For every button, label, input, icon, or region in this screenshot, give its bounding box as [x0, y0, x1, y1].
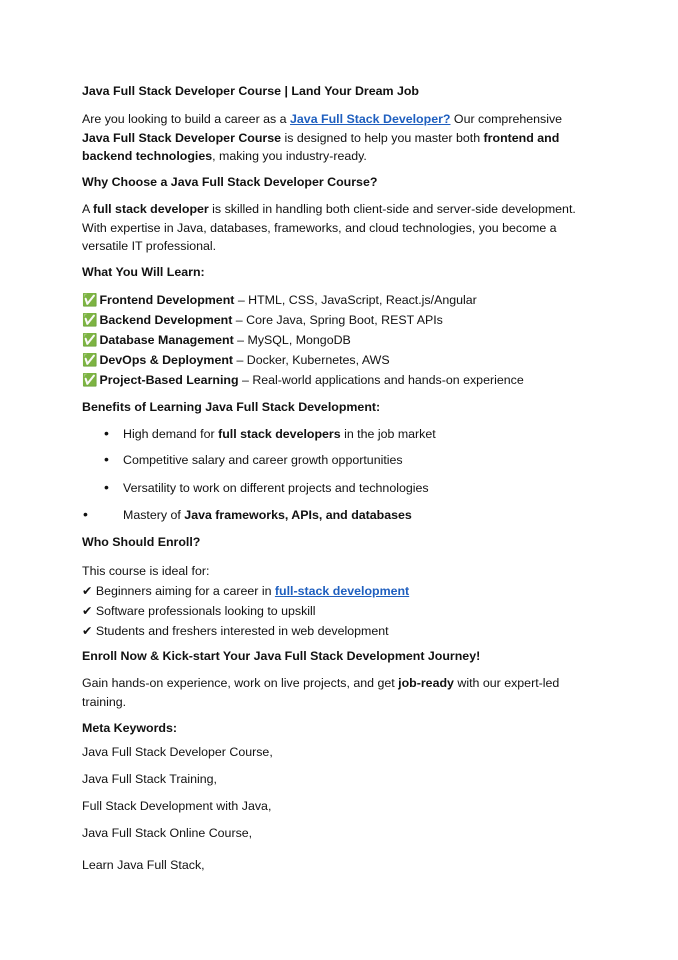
learn-item-desc: – MySQL, MongoDB — [233, 333, 351, 347]
cta-bold: job-ready — [398, 676, 454, 690]
check-icon: ✔ — [82, 624, 93, 638]
learn-item-desc: – Docker, Kubernetes, AWS — [233, 353, 390, 367]
cta-text-1: Gain hands-on experience, work on live projects, and get — [82, 676, 399, 690]
cta-paragraph — [82, 674, 582, 711]
enroll-item — [82, 601, 582, 621]
learn-item — [82, 310, 582, 330]
benefit-text: in the job market — [340, 427, 436, 441]
meta-keyword: Java Full Stack Developer Course, — [82, 745, 273, 759]
why-heading: Why Choose a Java Full Stack Developer Course? — [82, 175, 378, 189]
benefit-item — [123, 451, 623, 470]
cta-text-2: with our expert-led training. — [82, 676, 560, 709]
document-title: Java Full Stack Developer Course | Land Your Dream Job — [82, 84, 419, 98]
meta-heading: Meta Keywords: — [82, 721, 178, 735]
why-text-1: A — [82, 202, 94, 216]
benefit-text: High demand for — [123, 427, 219, 441]
bullet: • — [83, 506, 88, 522]
benefit-text: Competitive salary and career growth opportunities — [123, 453, 403, 467]
learn-heading: What You Will Learn: — [82, 265, 205, 279]
why-paragraph — [82, 200, 582, 256]
meta-keyword: Learn Java Full Stack, — [82, 858, 205, 872]
benefit-bold: Java frameworks, APIs, and databases — [184, 508, 412, 522]
learn-item-title: DevOps & Deployment — [99, 353, 234, 367]
learn-item-desc: – HTML, CSS, JavaScript, React.js/Angular — [234, 293, 477, 307]
bullet: • — [104, 479, 109, 495]
benefit-bold: full stack developers — [218, 427, 341, 441]
learn-item — [82, 350, 582, 370]
full-stack-development-link[interactable]: full-stack development — [274, 584, 410, 598]
check-mark-icon: ✅ — [82, 373, 98, 387]
benefit-item — [123, 479, 623, 498]
learn-item — [82, 290, 582, 310]
enroll-intro: This course is ideal for: — [82, 564, 210, 578]
meta-keyword: Java Full Stack Training, — [82, 772, 217, 786]
meta-keyword: Full Stack Development with Java, — [82, 799, 272, 813]
check-mark-icon: ✅ — [82, 313, 98, 327]
check-icon: ✔ — [82, 584, 93, 598]
intro-paragraph — [82, 110, 582, 166]
intro-text-2: Our comprehensive — [450, 112, 563, 126]
learn-item — [82, 370, 582, 390]
check-mark-icon: ✅ — [82, 353, 98, 367]
enroll-heading: Who Should Enroll? — [82, 535, 201, 549]
learn-list — [82, 290, 582, 390]
enroll-item-text: Beginners aiming for a career in — [95, 584, 275, 598]
intro-text-4: , making you industry-ready. — [212, 149, 367, 163]
check-icon: ✔ — [82, 604, 93, 618]
benefit-text: Versatility to work on different projects and technologies — [123, 481, 429, 495]
benefit-item — [123, 506, 623, 525]
enroll-item-text: Software professionals looking to upskill — [95, 604, 316, 618]
learn-item-desc: – Core Java, Spring Boot, REST APIs — [232, 313, 443, 327]
intro-bold-tech: frontend and backend technologies — [82, 130, 560, 163]
enroll-item — [82, 581, 582, 601]
learn-item — [82, 330, 582, 350]
learn-item-title: Frontend Development — [99, 293, 235, 307]
intro-text-1: Are you looking to build a career as a — [82, 112, 291, 126]
learn-item-title: Database Management — [99, 333, 234, 347]
why-bold: full stack developer — [93, 202, 209, 216]
benefit-text: Mastery of — [123, 508, 185, 522]
enroll-list — [82, 561, 582, 641]
learn-item-title: Project-Based Learning — [99, 373, 239, 387]
learn-item-desc: – Real-world applications and hands-on experience — [238, 373, 524, 387]
check-mark-icon: ✅ — [82, 293, 98, 307]
java-full-stack-developer-link[interactable]: Java Full Stack Developer? — [290, 112, 451, 126]
benefits-heading: Benefits of Learning Java Full Stack Development: — [82, 400, 381, 414]
intro-text-3: is designed to help you master both — [281, 130, 484, 145]
benefit-item — [123, 425, 623, 444]
bullet: • — [104, 425, 109, 441]
meta-keyword: Java Full Stack Online Course, — [82, 826, 253, 840]
cta-heading: Enroll Now & Kick-start Your Java Full Stack Development Journey! — [82, 649, 481, 663]
check-mark-icon: ✅ — [82, 333, 98, 347]
why-text-2: is skilled in handling both client-side and server-side development. With expertise in Java, databases, frameworks, and cloud technologies, you become a versatile IT professional. — [82, 202, 576, 253]
learn-item-title: Backend Development — [99, 313, 233, 327]
enroll-item-text: Students and freshers interested in web development — [95, 624, 389, 638]
enroll-item — [82, 621, 582, 641]
bullet: • — [104, 451, 109, 467]
intro-bold-course: Java Full Stack Developer Course — [82, 130, 282, 145]
